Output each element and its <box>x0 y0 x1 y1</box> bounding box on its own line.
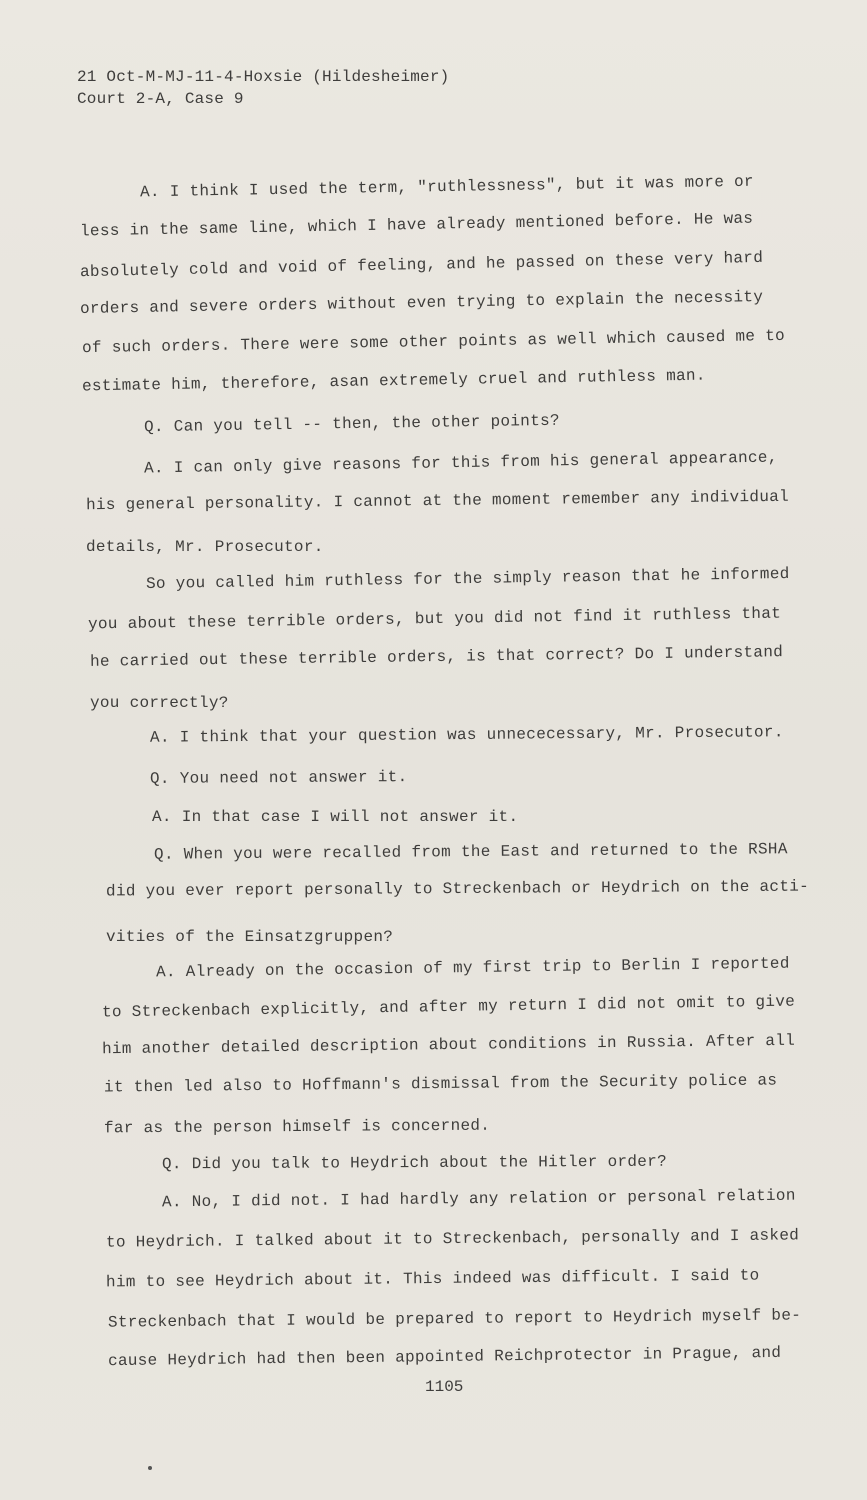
text-line: A. No, I did not. I had hardly any relation or personal relation <box>161 1186 796 1212</box>
text-line: Q. When you were recalled from the East and returned to the RSHA <box>153 840 788 864</box>
text-line: did you ever report personally to Streckenbach or Heydrich on the acti- <box>105 877 810 901</box>
header-line-1: 21 Oct-M-MJ-11-4-Hoxsie (Hildesheimer) <box>77 68 450 86</box>
text-line: he carried out these terrible orders, is that correct? Do I understand <box>89 643 784 671</box>
text-line: far as the person himself is concerned. <box>103 1116 491 1138</box>
text-line: to Heydrich. I talked about it to Streckenbach, personally and I asked <box>105 1226 800 1252</box>
text-line: you about these terrible orders, but you did not find it ruthless that <box>87 604 782 634</box>
text-line: it then led also to Hoffmann's dismissal from the Security police as <box>103 1071 778 1097</box>
paper-speck <box>148 1466 152 1470</box>
text-line: A. Already on the occasion of my first trip to Berlin I reported <box>155 954 790 982</box>
text-line: him another detailed description about conditions in Russia. After all <box>101 1031 796 1059</box>
text-line: A. I can only give reasons for this from his general appearance, <box>143 448 778 478</box>
text-line: A. I think I used the term, "ruthlessness", but it was more or <box>139 172 755 202</box>
header-line-2: Court 2-A, Case 9 <box>77 90 244 108</box>
text-line: A. I think that your question was unnececessary, Mr. Prosecutor. <box>149 723 784 747</box>
text-line: Q. Can you tell -- then, the other points? <box>143 411 560 437</box>
text-line: Streckenbach that I would be prepared to report to Heydrich myself be- <box>107 1306 802 1332</box>
text-line: of such orders. There were some other points as well which caused me to <box>81 326 786 358</box>
text-line: less in the same line, which I have already mentioned before. He was <box>79 209 754 241</box>
text-line: Q. Did you talk to Heydrich about the Hitler order? <box>161 1152 668 1174</box>
text-line: Q. You need not answer it. <box>149 768 408 788</box>
text-line: estimate him, therefore, asan extremely cruel and ruthless man. <box>81 366 706 396</box>
text-line: A. In that case I will not answer it. <box>152 808 519 826</box>
document-header <box>77 66 449 110</box>
text-line: So you called him ruthless for the simply reason that he informed <box>145 564 790 594</box>
text-line: orders and severe orders without even trying to explain the necessity <box>79 288 764 318</box>
text-line: absolutely cold and void of feeling, and he passed on these very hard <box>79 248 764 282</box>
page-number: 1105 <box>425 1378 464 1396</box>
text-line: to Streckenbach explicitly, and after my return I did not omit to give <box>101 992 796 1022</box>
text-line: vities of the Einsatzgruppen? <box>106 928 394 946</box>
text-line: him to see Heydrich about it. This indeed was difficult. I said to <box>105 1266 760 1292</box>
text-line: his general personality. I cannot at the moment remember any individual <box>85 487 790 515</box>
text-line: cause Heydrich had then been appointed Reichprotector in Prague, and <box>107 1343 782 1371</box>
text-line: you correctly? <box>90 694 229 712</box>
text-line: details, Mr. Prosecutor. <box>86 538 324 556</box>
